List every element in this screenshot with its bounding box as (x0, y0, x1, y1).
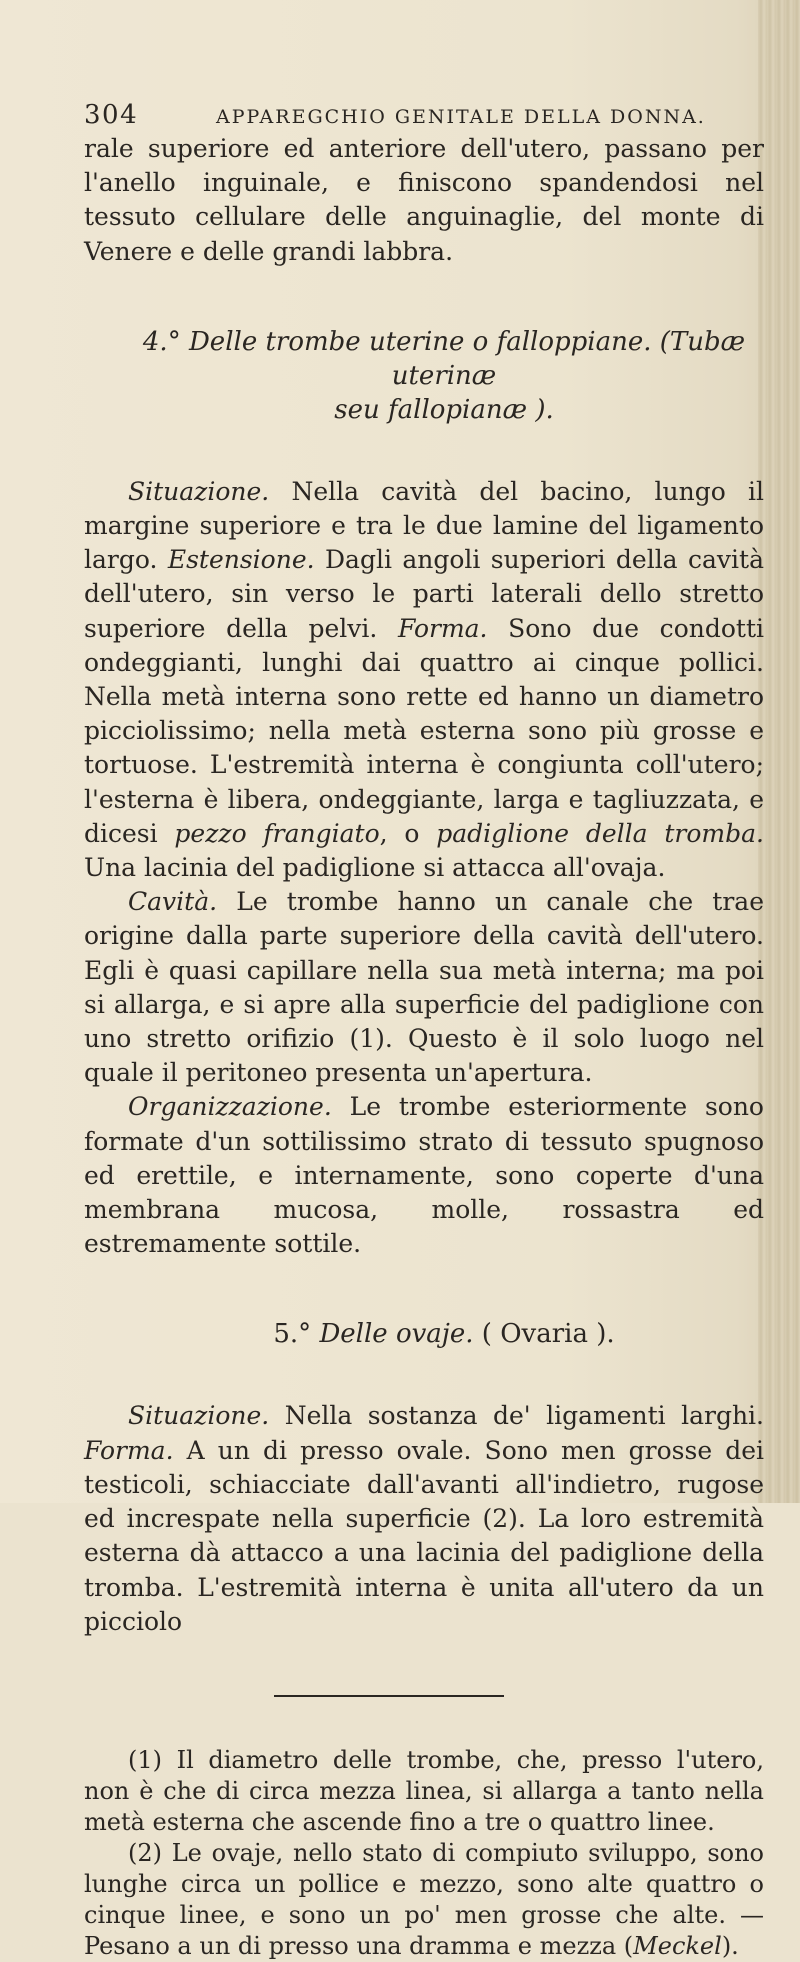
label-situazione-ovaje: Situazione. (128, 1401, 270, 1431)
section-heading-4 (84, 325, 764, 427)
section-heading-4-line2: seu fallopianæ ). (334, 394, 554, 425)
label-organizzazione: Organizzazione. (128, 1092, 332, 1122)
section-heading-4-line1: 4.° Delle trombe uterine o falloppiane. (Tubæ uterinæ (142, 326, 746, 391)
paragraph-situazione: Situazione. Nella cavità del bacino, lungo il margine superiore e tra le due lamine del ligamento largo. Estensione. Dagli angoli superiori della cavità dell'utero, sin verso le parti laterali dello stretto superiore della pelvi. Forma. Sono due condotti ondeggianti, lunghi dai quattro ai cinque pollici. Nella metà interna sono rette ed hanno un diametro picciolissimo; nella metà esterna sono più grosse e tortuose. L'estremità interna è congiunta coll'utero; l'esterna è libera, ondeggiante, larga e tagliuzzata, e dicesi pezzo frangiato, o padiglione della tromba. Una lacinia del padiglione si attacca all'ovaja. (84, 476, 764, 883)
running-head: APPAREGCHIO GENITALE DELLA DONNA. (216, 106, 706, 128)
label-cavita: Cavità. (128, 887, 218, 917)
footnote-1: (1) Il diametro delle trombe, che, presso l'utero, non è che di circa mezza linea, si allarga a tanto nella metà esterna che ascende fino a tre o quattro linee. (84, 1745, 764, 1836)
section-heading-5-title: Delle ovaje. (319, 1319, 474, 1350)
label-situazione: Situazione. (128, 476, 270, 506)
term-pezzo-frangiato: pezzo frangiato (174, 818, 380, 848)
label-forma-ovaje: Forma. (84, 1435, 174, 1465)
footnote-2: (2) Le ovaje, nello stato di compiuto sviluppo, sono lunghe circa un pollice e mezzo, sono alte quattro o cinque linee, e sono un po' men grosse che alte. — Pesano a un di presso una dramma e mezza (Meckel). (84, 1838, 764, 1960)
term-padiglione: padiglione della tromba. (436, 818, 764, 848)
label-estensione: Estensione. (167, 545, 315, 575)
paragraph-cavita: Cavità. Le trombe hanno un canale che trae origine dalla parte superiore della cavità dell'utero. Egli è quasi capillare nella sua metà interna; ma poi si allarga, e si apre alla superficie del padiglione con uno stretto orifizio (1). Questo è il solo luogo nel quale il peritoneo presenta un'apertura. (84, 887, 764, 1088)
footnotes (84, 1745, 764, 1962)
page-header (84, 98, 764, 132)
page-gutter (758, 0, 800, 1503)
paragraph-organizzazione: Organizzazione. Le trombe esteriormente sono formate d'un sottilissimo strato di tessuto spugnoso ed erettile, e internamente, sono coperte d'una membrana mucosa, molle, rossastra ed estremamente sottile. (84, 1092, 764, 1259)
page-number: 304 (84, 100, 139, 130)
page-text (84, 98, 764, 1962)
label-forma: Forma. (397, 613, 488, 643)
paragraph-continuation: rale superiore ed anteriore dell'utero, passano per l'anello inguinale, e finiscono spandendosi nel tessuto cellulare delle anguinaglie, del monte di Venere e delle grandi labbra. (84, 134, 764, 266)
footnote-author: Meckel (633, 1931, 722, 1960)
section-heading-5: 5.° Delle ovaje. ( Ovaria ). (273, 1319, 615, 1350)
paragraph-ovaje: Situazione. Nella sostanza de' ligamenti larghi. Forma. A un di presso ovale. Sono men grosse dei testicoli, schiacciate dall'avanti all'indietro, rugose ed increspate nella superficie (2). La loro estremità esterna dà attacco a una lacinia del padiglione della tromba. L'estremità interna è unita all'utero da un picciolo (84, 1401, 764, 1636)
